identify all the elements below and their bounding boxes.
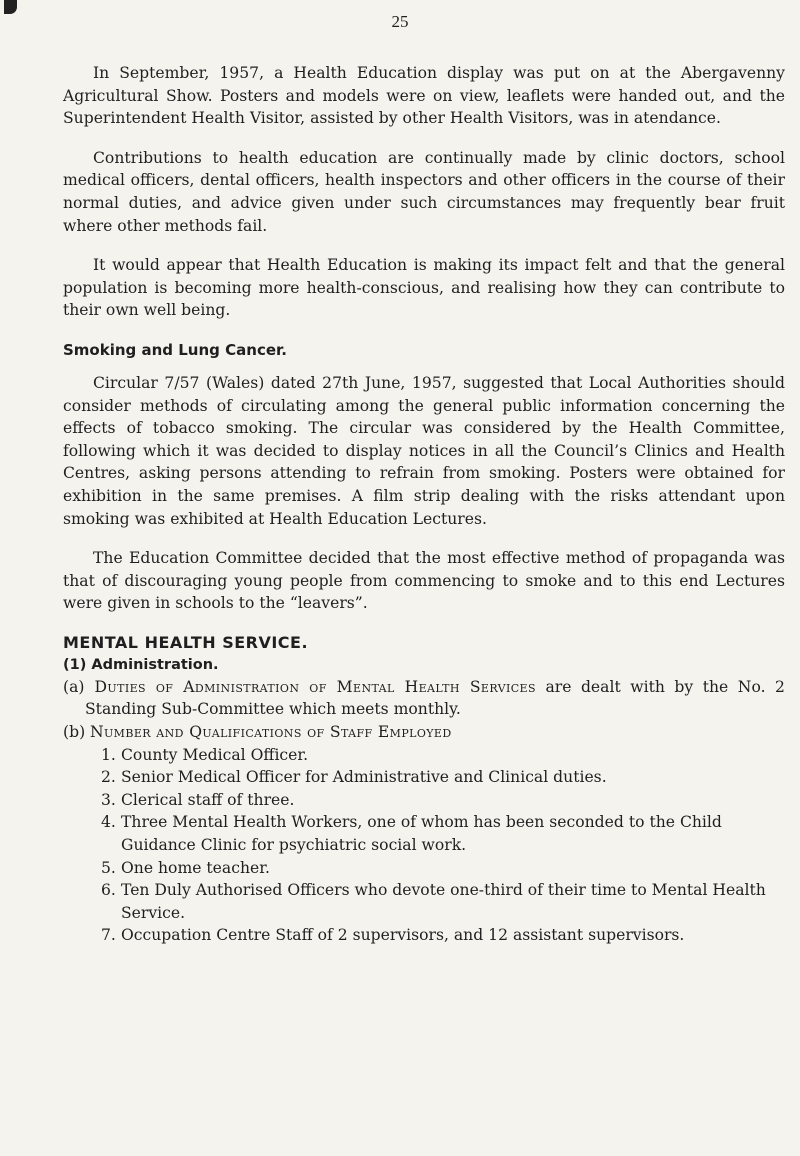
list-item: 5. One home teacher.	[101, 858, 270, 877]
section-heading-mental-health: MENTAL HEALTH SERVICE.	[63, 632, 309, 652]
page-number: 25	[391, 12, 409, 31]
item-staff-title: Number and Qualifications of Staff Employed	[89, 723, 452, 742]
item-staff-label: (b)	[63, 723, 86, 742]
list-item: 6. Ten Duly Authorised Officers who devote one-third of their time to Mental Health Service.	[101, 881, 766, 922]
document-body	[63, 62, 785, 947]
list-item: 1. County Medical Officer.	[101, 745, 309, 764]
item-duties-text: are dealt with by the No. 2 Standing Sub-Committee which meets monthly.	[85, 677, 785, 719]
list-item: 7. Occupation Centre Staff of 2 supervisors, and 12 assistant supervisors.	[101, 926, 685, 945]
staff-list	[63, 744, 785, 947]
item-duties-label: (a)	[63, 677, 85, 696]
item-staff	[63, 721, 785, 744]
list-item: 4. Three Mental Health Workers, one of whom has been seconded to the Child Guidance Clinic for psychiatric social work.	[101, 813, 722, 855]
paragraph-show-display: In September, 1957, a Health Education display was put on at the Abergavenny Agricultural Show. Posters and models were on view, leaflets were handed out, and the Superintendent Health Visitor, assisted by other Health Visitors, was in atendance.	[63, 64, 785, 128]
subsection-heading-administration: (1) Administration.	[63, 656, 219, 673]
paragraph-contributions: Contributions to health education are continually made by clinic doctors, school medical officers, dental officers, health inspectors and other officers in the course of their normal duties, and advice given under such circumstances may frequently bear fruit where other methods fail.	[63, 148, 785, 235]
item-duties	[63, 676, 785, 721]
item-duties-title: Duties of Administration of Mental Health Services	[94, 677, 536, 696]
list-item: 2. Senior Medical Officer for Administrative and Clinical duties.	[101, 768, 607, 787]
list-item: 3. Clerical staff of three.	[101, 790, 295, 809]
paragraph-impact: It would appear that Health Education is making its impact felt and that the general population is becoming more health-conscious, and realising how they can contribute to their own well being.	[63, 256, 785, 320]
section-heading-smoking: Smoking and Lung Cancer.	[63, 340, 287, 359]
paragraph-education-committee: The Education Committee decided that the most effective method of propaganda was that of discouraging young people from commencing to smoke and to this end Lectures were given in schools to the “leavers”.	[63, 549, 785, 613]
paragraph-circular: Circular 7/57 (Wales) dated 27th June, 1957, suggested that Local Authorities should consider methods of circulating among the general public information concerning the effects of tobacco smoking. The circular was considered by the Health Committee, following which it was decided to display notices in all the Council’s Clinics and Health Centres, asking persons attending to refrain from smoking. Posters were obtained for exhibition in the same premises. A film strip dealing with the risks attendant upon smoking was exhibited at Health Education Lectures.	[63, 373, 785, 528]
